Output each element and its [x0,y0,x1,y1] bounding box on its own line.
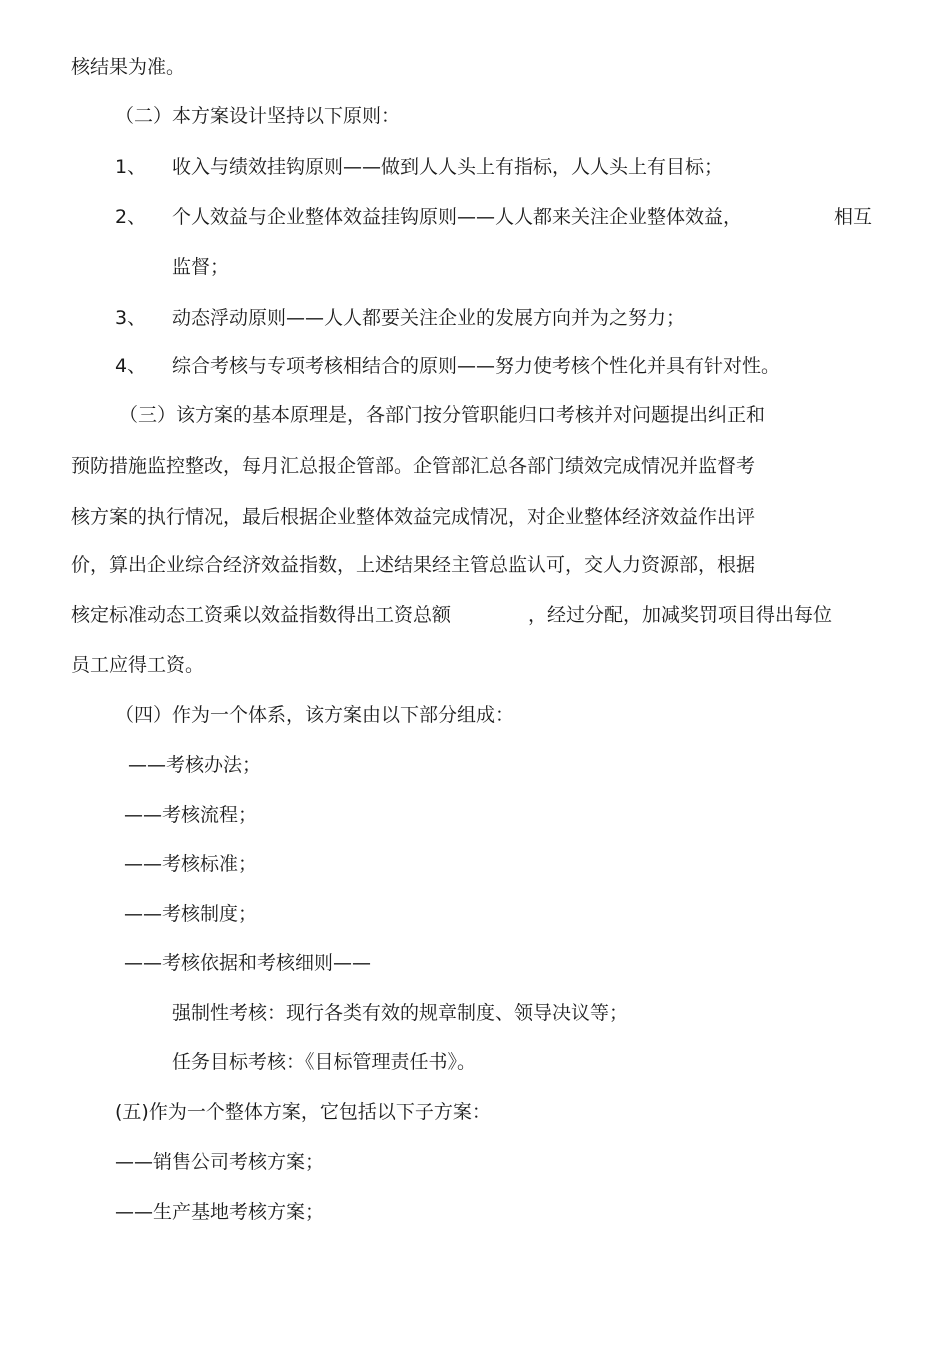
list-item-3: 动态浮动原则——人人都要关注企业的发展方向并为之努力； [172,307,686,329]
list-item-2-tail: 相互 [834,206,873,228]
list-number-1: 1、 [115,156,147,178]
sub-item: 任务目标考核：《目标管理责任书》。 [172,1051,477,1073]
component-item: ——考核依据和考核细则—— [124,952,372,974]
paragraph-line: 员工应得工资。 [71,654,205,676]
list-item-1: 收入与绩效挂钩原则——做到人人头上有指标，人人头上有目标； [172,156,724,178]
list-item-2: 个人效益与企业整体效益挂钩原则——人人都来关注企业整体效益， [172,206,743,228]
list-number-4: 4、 [115,355,147,377]
component-item: ——考核标准； [124,853,258,875]
sub-plan-item: ——销售公司考核方案； [115,1151,325,1173]
section-heading-4: （四）作为一个体系，该方案由以下部分组成： [115,704,515,726]
paragraph-line: 预防措施监控整改，每月汇总报企管部。企管部汇总各部门绩效完成情况并监督考 [71,455,756,477]
list-number-2: 2、 [115,206,147,228]
component-item: ——考核制度； [124,903,258,925]
sub-plan-item: ——生产基地考核方案； [115,1201,325,1223]
section-heading-3: （三）该方案的基本原理是，各部门按分管职能归口考核并对问题提出纠正和 [119,404,766,426]
paragraph-line-tail: ，经过分配，加减奖罚项目得出每位 [528,604,833,626]
paragraph-line: 核结果为准。 [71,56,186,78]
list-number-3: 3、 [115,307,147,329]
component-item: ——考核流程； [124,804,258,826]
component-item: ——考核办法； [128,754,262,776]
section-heading-5: (五)作为一个整体方案，它包括以下子方案： [115,1101,491,1123]
paragraph-line: 核方案的执行情况，最后根据企业整体效益完成情况，对企业整体经济效益作出评 [71,506,756,528]
section-heading-2: （二）本方案设计坚持以下原则： [115,105,401,127]
sub-item: 强制性考核：现行各类有效的规章制度、领导决议等； [172,1002,629,1024]
paragraph-line: 价，算出企业综合经济效益指数，上述结果经主管总监认可，交人力资源部，根据 [71,554,756,576]
list-item-2-cont: 监督； [172,256,230,278]
paragraph-line: 核定标准动态工资乘以效益指数得出工资总额 [71,604,452,626]
list-item-4: 综合考核与专项考核相结合的原则——努力使考核个性化并具有针对性。 [172,355,781,377]
